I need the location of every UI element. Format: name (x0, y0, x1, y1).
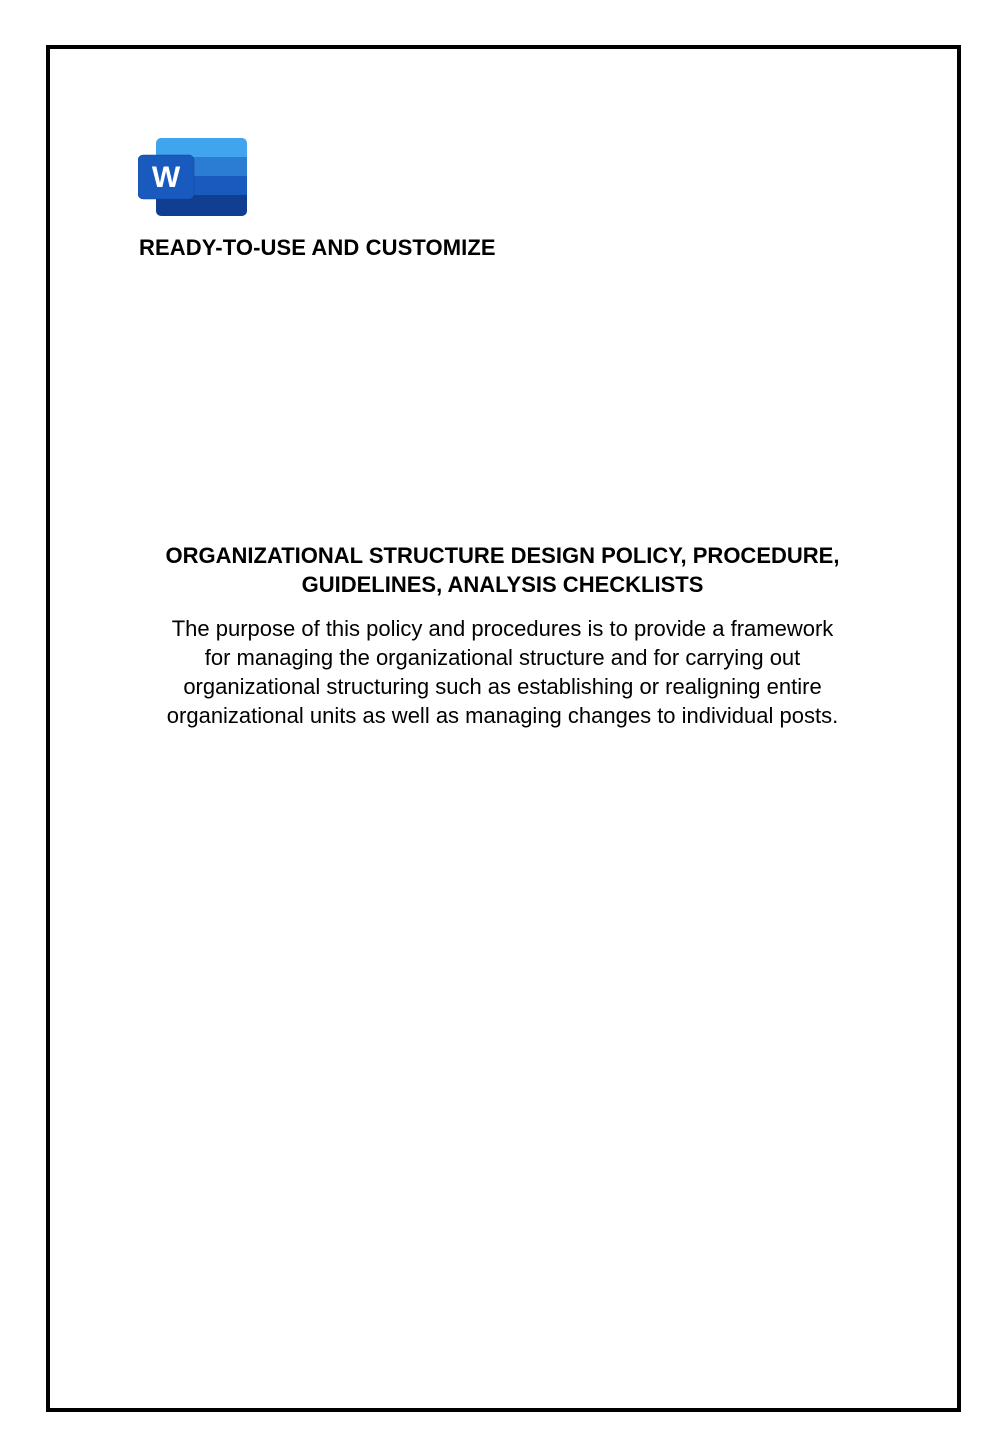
description-line: for managing the organizational structure and for carrying out (204, 645, 801, 670)
document-title (100, 541, 905, 599)
document-title-line: ORGANIZATIONAL STRUCTURE DESIGN POLICY, PROCEDURE, (165, 543, 840, 568)
word-letter: W (151, 161, 181, 194)
kicker-label: READY-TO-USE AND CUSTOMIZE (139, 235, 496, 260)
description-line: The purpose of this policy and procedures is to provide a framework (171, 616, 834, 641)
document-title-line: GUIDELINES, ANALYSIS CHECKLISTS (301, 572, 704, 597)
document-description (100, 614, 905, 730)
microsoft-word-icon (138, 137, 248, 217)
description-line: organizational structuring such as establishing or realigning entire (183, 674, 822, 699)
description-line: organizational units as well as managing changes to individual posts. (166, 703, 839, 728)
